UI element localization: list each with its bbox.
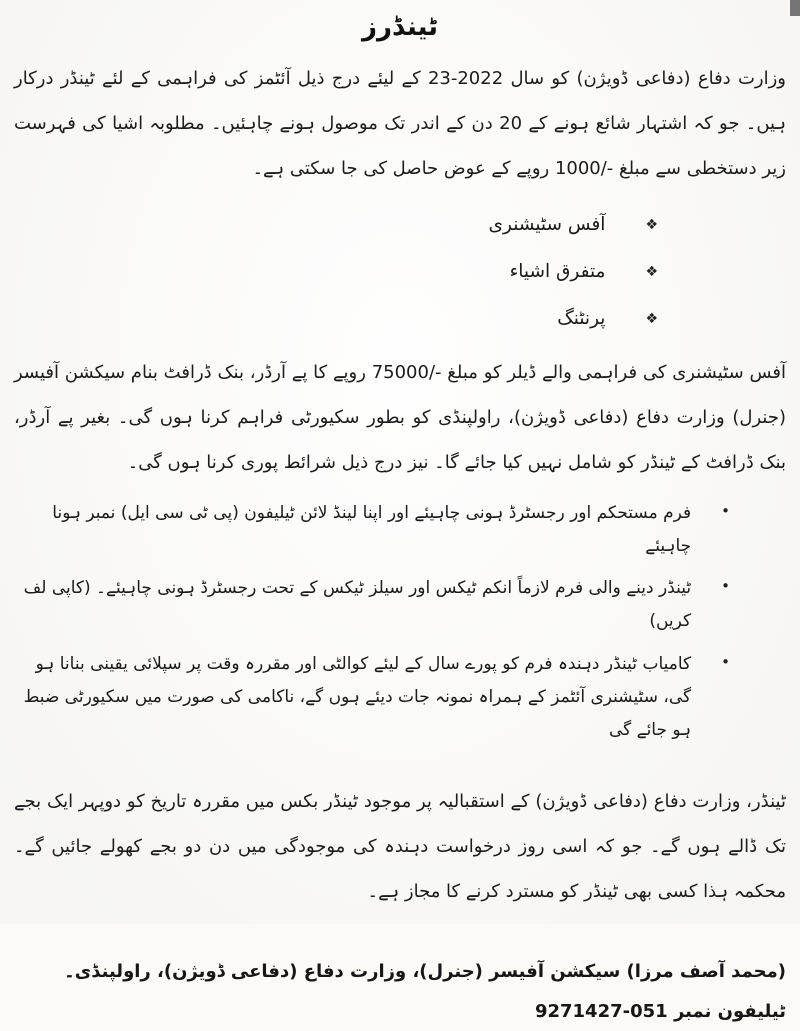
submission-paragraph: ٹینڈر، وزارت دفاع (دفاعی ڈویژن) کے استقبالیہ پر موجود ٹینڈر بکس میں مقررہ تاریخ کو دوپہر ایک بجے تک ڈالے ہوں گے۔ جو کہ اسی روز درخواست دہندہ کی موجودگی میں دن دو بجے کھولے جائیں گے۔ محکمہ ہذا کسی بھی ٹینڈر کو مسترد کرنے کا مجاز ہے۔	[14, 790, 786, 902]
diamond-bullet-icon: ❖	[645, 310, 658, 327]
tender-items-list	[14, 201, 786, 342]
intro-paragraph: وزارت دفاع (دفاعی ڈویژن) کو سال 2022-23 کے لیئے درج ذیل آئٹمز کی فراہمی کے لئے ٹینڈر درکار ہیں۔ جو کہ اشتہار شائع ہونے کے 20 دن کے اندر تک موصول ہونے چاہئیں۔ مطلوبہ اشیا کی فہرست زیر دستخطی سے مبلغ ‎1000/-‎ روپے کے عوض حاصل کی جا سکتی ہے۔	[14, 68, 787, 179]
tender-item-office-stationery	[14, 201, 658, 248]
dot-bullet-icon: •	[721, 577, 730, 596]
tender-item-miscellaneous	[14, 248, 658, 295]
tender-item-label: آفس سٹیشنری	[488, 214, 606, 235]
tender-item-printing	[14, 295, 658, 342]
condition-text: ٹینڈر دینے والی فرم لازماً انکم ٹیکس اور سیلز ٹیکس کے تحت رجسٹرڈ ہونی چاہیئے۔ (کاپی لف کریں)	[23, 578, 692, 632]
diamond-bullet-icon: ❖	[645, 263, 658, 280]
scan-artifact	[790, 0, 800, 16]
conditions-list	[14, 497, 786, 747]
condition-tax-registration	[14, 572, 730, 638]
signature-line: (محمد آصف مرزا) سیکشن آفیسر (جنرل)، وزارت دفاع (دفاعی ڈویژن)، راولپنڈی۔ ٹیلیفون نمبر 051-9271427	[64, 960, 786, 1022]
condition-text: کامیاب ٹینڈر دہندہ فرم کو پورے سال کے لیئے کوالٹی اور مقررہ وقت پر سپلائی یقینی بنانا ہو گی، سٹیشنری آئٹمز کے ہمراہ نمونہ جات دیئے ہوں گے، ناکامی کی صورت میں سکیورٹی ضبط ہو جائے گی	[23, 653, 692, 740]
tender-item-label: پرنٹنگ	[557, 308, 606, 329]
security-deposit-paragraph: آفس سٹیشنری کی فراہمی والے ڈیلر کو مبلغ ‎75000/-‎ روپے کا پے آرڈر، بنک ڈرافٹ بنام سیکشن آفیسر (جنرل) وزارت دفاع (دفاعی ڈویژن)، راولپنڈی کو بطور سکیورٹی فراہم کرنا ہوں گی۔ بغیر پے آرڈر، بنک ڈرافٹ کے ٹینڈر کو شامل نہیں کیا جائے گا۔ نیز درج ذیل شرائط پوری کرنا ہوں گی۔	[14, 362, 786, 473]
condition-supply-guarantee	[14, 648, 730, 747]
dot-bullet-icon: •	[721, 502, 730, 520]
condition-registered-firm	[14, 497, 730, 563]
tender-item-label: متفرق اشیاء	[509, 261, 606, 282]
diamond-bullet-icon: ❖	[645, 216, 658, 233]
dot-bullet-icon: •	[721, 652, 730, 671]
page-title: ٹینڈرز	[362, 12, 438, 42]
condition-text: فرم مستحکم اور رجسٹرڈ ہونی چاہیئے اور اپنا لینڈ لائن ٹیلیفون (پی ٹی سی ایل) نمبر ہونا چاہیئے	[52, 503, 692, 557]
